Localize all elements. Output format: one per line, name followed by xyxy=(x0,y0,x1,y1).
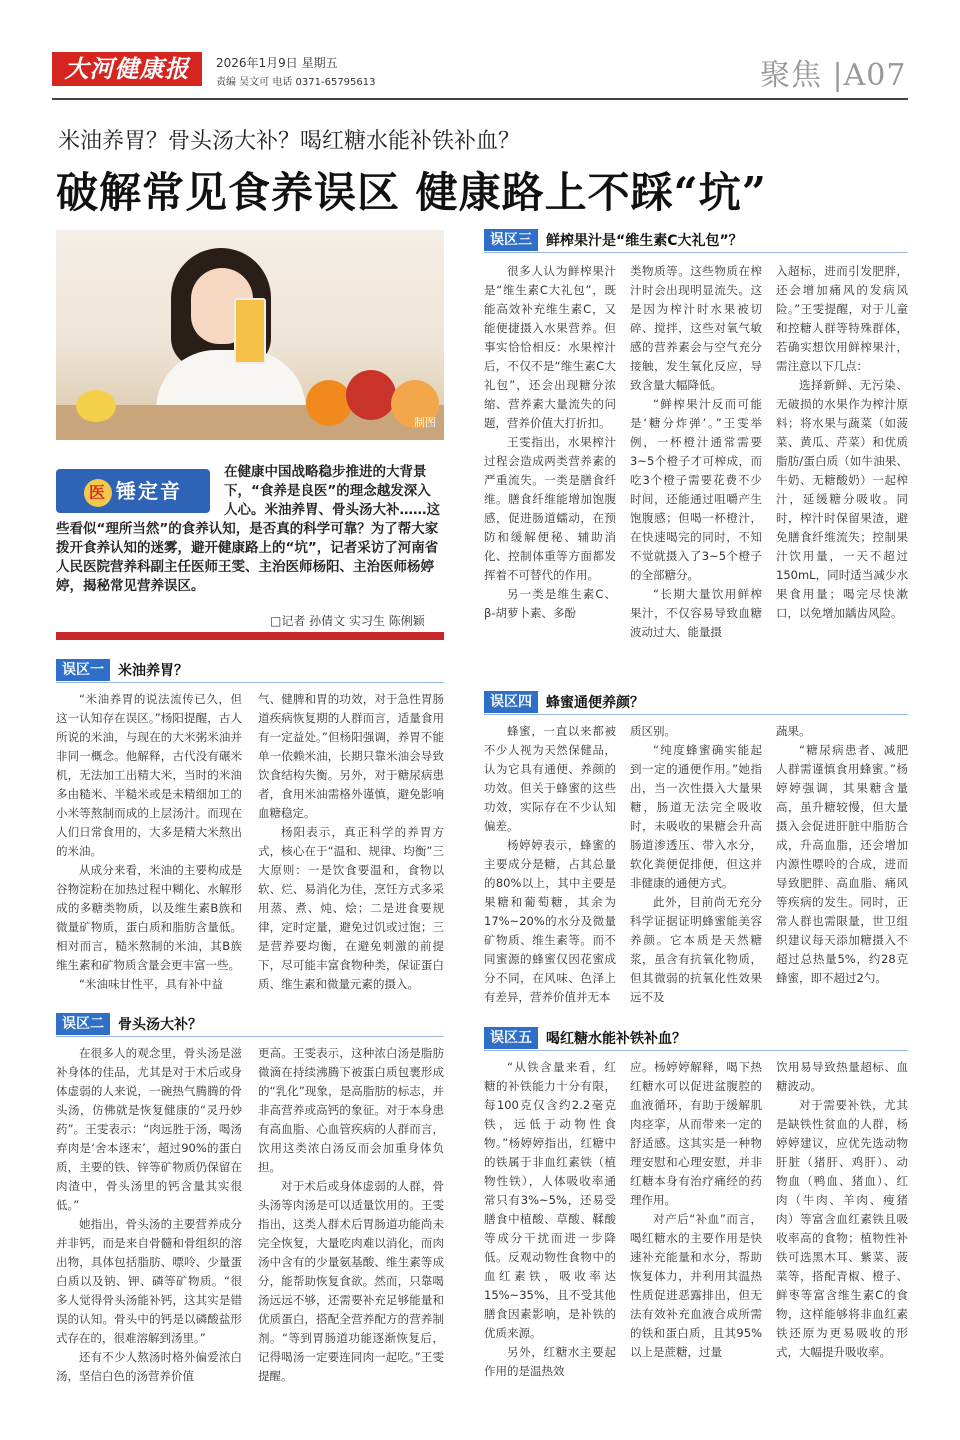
paragraph: 在很多人的观念里，骨头汤是滋补身体的佳品，尤其是对于术后或身体虚弱的人来说，一碗热气腾腾的骨头汤，仿佛就是恢复健康的“灵丹妙药”。王雯表示：“肉远胜于汤，喝汤弃肉是‘舍本逐末’，超过90%的蛋白质，主要的铁、锌等矿物质仍保留在肉渣中，骨头汤里的钙含量其实很低。” xyxy=(56,1046,242,1212)
section-5-tag: 误区五 xyxy=(484,1027,538,1049)
paragraph: 类物质等。这些物质在榨汁时会出现明显流失。这是因为榨汁时水果被切碎、搅拌，这些对氧气敏感的营养素会与空气充分接触，发生氧化反应，导致含量大幅降低。 xyxy=(630,264,762,392)
section-4-rule xyxy=(484,714,908,715)
photo-juice-glass xyxy=(234,298,266,364)
paragraph: 很多人认为鲜榨果汁是“维生素C大礼包”，既能高效补充维生素C，又能便捷摄入水果营养。但事实恰恰相反：水果榨汁后，不仅不是“维生素C大礼包”，还会出现糖分浓缩、营养素大量流失的问题，营养价值大打折扣。 xyxy=(484,264,616,430)
paragraph: 饮用易导致热量超标、血糖波动。 xyxy=(776,1060,908,1093)
section-3-column-2 xyxy=(630,262,762,642)
section-1-column-1 xyxy=(56,690,242,994)
masthead-logo: 大河健康报 xyxy=(52,52,202,86)
section-4-header xyxy=(484,690,908,714)
article-subtitle: 米油养胃？骨头汤大补？喝红糖水能补铁补血？ xyxy=(58,129,521,154)
paragraph: 气、健脾和胃的功效，对于急性胃肠道疾病恢复期的人群而言，适量食用有一定益处。”但杨阳强调，养胃不能单一依赖米油，长期只靠米油会导致饮食结构失衡。另外，对于糖尿病患者，食用米油需格外谨慎，避免影响血糖稳定。 xyxy=(258,692,444,820)
paragraph: 杨阳表示，真正科学的养胃方式，核心在于“温和、规律、均衡”三大原则：一是饮食要温和，食物以软、烂、易消化为佳，烹饪方式多采用蒸、煮、炖、烩；二是进食要规律，定时定量，避免过饥或过饱；三是营养要均衡，在避免刺激的前提下，尽可能丰富食物种类，保证蛋白质、维生素和微量元素的摄入。 xyxy=(258,825,444,991)
section-1-column-2 xyxy=(258,690,444,994)
paragraph: “纯度蜂蜜确实能起到一定的通便作用。”她指出，当一次性摄入大量果糖，肠道无法完全吸收时，未吸收的果糖会升高肠道渗透压、带入水分，软化粪便促排便，但这并非健康的通便方式。 xyxy=(630,743,762,890)
section-3-header xyxy=(484,228,908,252)
column-badge xyxy=(56,469,210,513)
paragraph: 应。杨婷婷解释，喝下热红糖水可以促进盆腹腔的血液循环，有助于缓解肌肉痉挛，从而带来一定的舒适感。这其实是一种物理安慰和心理安慰，并非红糖本身有治疗痛经的药理作用。 xyxy=(630,1060,762,1207)
paragraph: 对于术后或身体虚弱的人群，骨头汤等肉汤是可以适量饮用的。王雯指出，这类人群术后胃肠道功能尚未完全恢复，大量吃肉难以消化，而肉汤中含有的少量氨基酸、维生素等成分，能帮助恢复食欲。然而，只靠喝汤远远不够，还需要补充足够能量和优质蛋白，搭配全营养配方的营养制剂。“等到胃肠道功能逐渐恢复后，记得喝汤一定要连同肉一起吃。”王雯提醒。 xyxy=(258,1179,444,1383)
paragraph: 对于需要补铁，尤其是缺铁性贫血的人群，杨婷婷建议，应优先选动物肝脏（猪肝、鸡肝）、动物血（鸭血、猪血）、红肉（牛肉、羊肉、瘦猪肉）等富含血红素铁且吸收率高的食物；植物性补铁可选黑木耳、紫菜、菠菜等，搭配青椒、橙子、鲜枣等富含维生素C的食物，这样能够将非血红素铁还原为更易吸收的形式，大幅提升吸收率。 xyxy=(776,1098,908,1359)
paragraph: 蔬果。 xyxy=(776,724,811,738)
section-2-header xyxy=(56,1012,444,1036)
section-3-column-3 xyxy=(776,262,908,623)
section-3-column-1 xyxy=(484,262,616,623)
paragraph: “从铁含量来看，红糖的补铁能力十分有限，每100克仅含约2.2毫克铁，远低于动物性食物。”杨婷婷指出，红糖中的铁属于非血红素铁（植物性铁），人体吸收率通常只有3%~5%，还易受膳食中植酸、草酸、鞣酸等成分干扰而进一步降低。反观动物性食物中的血红素铁，吸收率达15%~35%，且不受其他膳食因素影响，是补铁的优质来源。 xyxy=(484,1060,616,1340)
section-4-column-1 xyxy=(484,722,616,1007)
header-divider xyxy=(52,98,908,100)
intro-paragraph: 在健康中国战略稳步推进的大背景下，“食养是良医”的理念越发深入人心。米油养胃、骨头汤大补……这些看似“理所当然”的食养认知，是否真的科学可靠？为了帮大家拨开食养认知的迷雾，避开健康路上的“坑”，记者采访了河南省人民医院营养科副主任医师王雯、主治医师杨阳、主治医师杨婷婷，揭秘常见营养误区。 xyxy=(56,464,440,594)
paragraph: “长期大量饮用鲜榨果汁，不仅容易导致血糖波动过大、能量摄 xyxy=(630,587,762,639)
section-5-column-1 xyxy=(484,1058,616,1381)
paragraph: 更高。王雯表示，这种浓白汤是脂肪微滴在持续沸腾下被蛋白质包裹形成的“乳化”现象，是高脂肪的标志，并非高营养或高钙的象征。对于本身患有高血脂、心血管疾病的人群而言，饮用这类浓白汤反而会加重身体负担。 xyxy=(258,1046,444,1174)
section-1-title: 米油养胃？ xyxy=(118,663,188,679)
paragraph: 她指出，骨头汤的主要营养成分并非钙，而是来自骨髓和骨组织的溶出物，具体包括脂肪、嘌呤、少量蛋白质以及钠、钾、磷等矿物质。“很多人觉得骨头汤能补钙，这其实是错误的认知。骨头中的钙是以磷酸盐形式存在的，很难溶解到汤里。” xyxy=(56,1217,242,1345)
photo-apple xyxy=(346,370,396,420)
paragraph: 选择新鲜、无污染、无破损的水果作为榨汁原料；将水果与蔬菜（如菠菜、黄瓜、芹菜）和优质脂肪/蛋白质（如牛油果、牛奶、无糖酸奶）一起榨汁，延缓糖分吸收。同时，榨汁时保留果渣，避免膳食纤维流失；控制果汁饮用量，一天不超过150mL，同时适当减少水果食用量；喝完尽快漱口，以免增加龋齿风险。 xyxy=(776,378,908,620)
section-5-column-3 xyxy=(776,1058,908,1362)
paragraph: 杨婷婷表示，蜂蜜的主要成分是糖，占其总量的80%以上，其中主要是果糖和葡萄糖，其余为17%~20%的水分及微量矿物质、维生素等。而不同蜜源的蜂蜜仅因花蜜成分不同，在风味、色泽上有差异，营养价值并无本 xyxy=(484,838,616,1004)
section-2-column-1 xyxy=(56,1044,242,1386)
editor-contact: 责编 吴文可 电话 0371-65795613 xyxy=(216,77,376,88)
paragraph: “米油养胃的说法流传已久，但这一认知存在误区。”杨阳提醒，古人所说的米油，与现在的大米粥米油并非同一概念。他解释，古代没有碾米机，无法加工出精大米，当时的米油多由糙米、半糙米或是未精细加工的小米等熬制而成的上层汤汁。而现在人们日常食用的，大多是精大米熬出的米油。 xyxy=(56,692,242,858)
section-5-header xyxy=(484,1026,908,1050)
paragraph: 另外，红糖水主要起作用的是温热效 xyxy=(484,1345,616,1378)
doctor-icon: 医 xyxy=(84,479,112,507)
section-1-header xyxy=(56,658,444,682)
paragraph: 另一类是维生素C、β-胡萝卜素、多酚 xyxy=(484,587,616,620)
column-badge-label: 锤定音 xyxy=(116,479,182,503)
intro-red-divider xyxy=(56,632,444,640)
article-photo xyxy=(56,230,444,440)
paragraph: “鲜榨果汁反而可能是‘糖分炸弹’。”王雯举例，一杯橙汁通常需要3~5个橙子才可榨成，而吃3个橙子需要花费不少时间，还能通过咀嚼产生饱腹感；但喝一杯橙汁，在快速喝完的同时，不知不觉就摄入了3~5个橙子的全部糖分。 xyxy=(630,397,762,582)
section-5-rule xyxy=(484,1050,908,1051)
section-2-title: 骨头汤大补？ xyxy=(118,1017,202,1033)
section-3-rule xyxy=(484,252,908,253)
photo-orange xyxy=(306,380,352,426)
section-5-column-2 xyxy=(630,1058,762,1362)
section-1-rule xyxy=(56,682,444,683)
photo-lemon xyxy=(76,390,116,422)
section-4-column-3 xyxy=(776,722,908,988)
section-2-tag: 误区二 xyxy=(56,1013,110,1035)
section-4-column-2 xyxy=(630,722,762,1007)
paragraph: 王雯指出，水果榨汁过程会造成两类营养素的严重流失。一类是膳食纤维。膳食纤维能增加饱腹感，促进肠道蠕动，在预防和缓解便秘、辅助消化、控制体重等方面都发挥着不可替代的作用。 xyxy=(484,435,616,582)
paragraph: 入超标，进而引发肥胖，还会增加痛风的发病风险。”王雯提醒，对于儿童和控糖人群等特殊群体，若确实想饮用鲜榨果汁，需注意以下几点： xyxy=(776,264,908,373)
paragraph: “糖尿病患者、减肥人群需谨慎食用蜂蜜。”杨婷婷强调，其果糖含量高，虽升糖较慢，但大量摄入会促进肝脏中脂肪合成，升高血脂，还会增加内源性嘌呤的合成，进而导致肥胖、高血脂、痛风等疾病的发生。同时，正常人群也需限量，世卫组织建议每天添加糖摄入不超过总热量5%，约28克蜂蜜，即不超过2勺。 xyxy=(776,743,908,985)
section-page-label: 聚焦 |A07 xyxy=(760,58,907,93)
section-1-tag: 误区一 xyxy=(56,659,110,681)
article-headline: 破解常见食养误区 健康路上不踩“坑” xyxy=(56,168,767,217)
paragraph: “米油味甘性平，具有补中益 xyxy=(79,977,223,991)
section-3-tag: 误区三 xyxy=(484,229,538,251)
paragraph: 蜂蜜，一直以来都被不少人视为天然保健品，认为它具有通便、养颜的功效。但关于蜂蜜的这些功效，实际存在不少认知偏差。 xyxy=(484,724,616,833)
paragraph: 此外，目前尚无充分科学证据证明蜂蜜能美容养颜。它本质是天然糖浆，虽含有抗氧化物质，但其微弱的抗氧化性效果远不及 xyxy=(630,895,762,1004)
paragraph: 对产后“补血”而言，喝红糖水的主要作用是快速补充能量和水分，帮助恢复体力，并利用其温热性质促进恶露排出，但无法有效补充血液合成所需的铁和蛋白质，且其95%以上是蔗糖，过量 xyxy=(630,1212,762,1359)
section-3-title: 鲜榨果汁是“维生素C大礼包”？ xyxy=(546,233,743,249)
photo-credit: 制图 xyxy=(414,416,436,429)
section-4-title: 蜂蜜通便养颜？ xyxy=(546,695,644,711)
section-2-column-2 xyxy=(258,1044,444,1386)
byline: □记者 孙倩文 实习生 陈俐颖 xyxy=(270,614,425,628)
paragraph: 还有不少人熬汤时格外偏爱浓白汤，坚信白色的汤营养价值 xyxy=(56,1350,242,1383)
section-4-tag: 误区四 xyxy=(484,691,538,713)
section-5-title: 喝红糖水能补铁补血？ xyxy=(546,1031,686,1047)
issue-date: 2026年1月9日 星期五 xyxy=(216,56,338,70)
section-2-rule xyxy=(56,1036,444,1037)
paragraph: 从成分来看，米油的主要构成是谷物淀粉在加热过程中糊化、水解形成的多糖类物质，以及维生素B族和微量矿物质，蛋白质和脂肪含量低。相对而言，糙米熬制的米油，其B族维生素和矿物质含量会更丰富一些。 xyxy=(56,863,242,972)
paragraph: 质区别。 xyxy=(630,724,676,738)
